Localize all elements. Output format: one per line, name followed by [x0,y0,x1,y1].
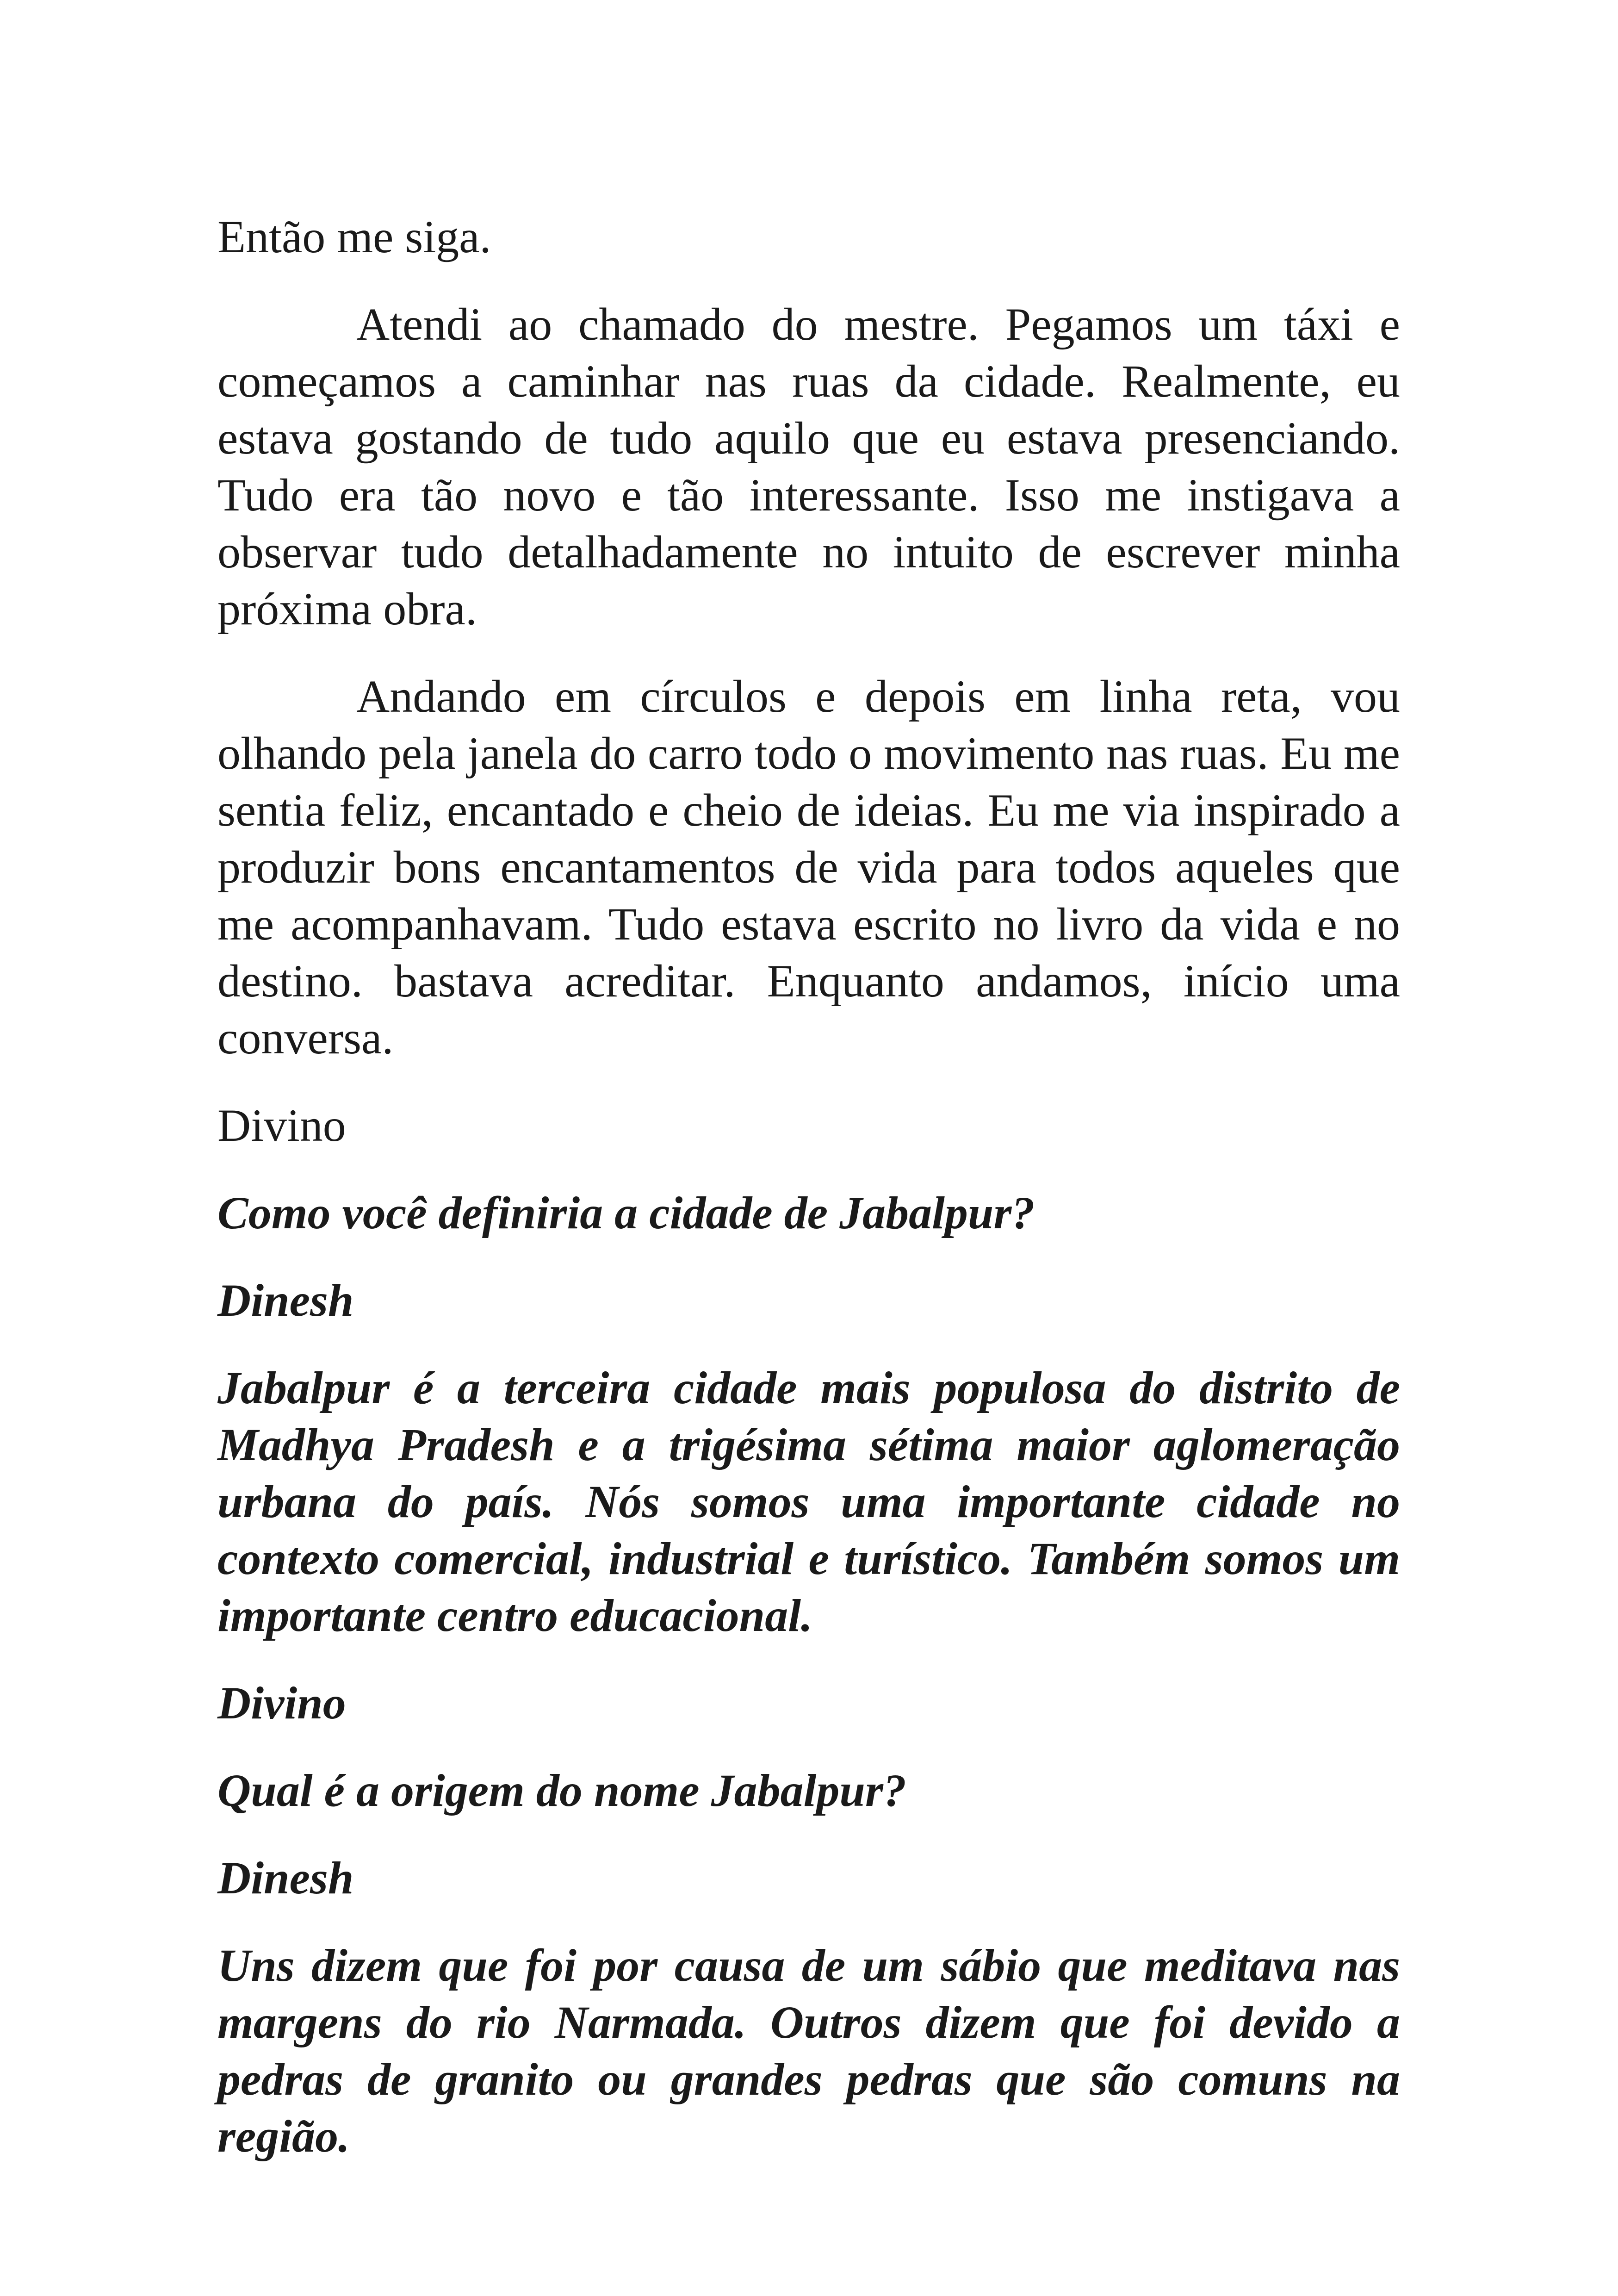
question-define-city: Como você definiria a cidade de Jabalpur? [217,1187,1035,1238]
paragraph-follow-me: Então me siga. [217,211,491,262]
question-name-origin: Qual é a origem do nome Jabalpur? [217,1765,906,1816]
paragraph-narration-streets: Andando em círculos e depois em linha reta, vou olhando pela janela do carro todo o movimento nas ruas. Eu me sentia feliz, encantado e cheio de ideias. Eu me via inspirado a produzir bons encantamentos de vida para todos aqueles que me acompanhavam. Tudo estava escrito no livro da vida e no destino. bastava acreditar. Enquanto andamos, início uma conversa. [217,671,1400,1064]
speaker-label-divino: Divino [217,1100,346,1151]
paragraph-narration-taxi: Atendi ao chamado do mestre. Pegamos um táxi e começamos a caminhar nas ruas da cidade. Realmente, eu estava gostando de tudo aquilo que eu estava presenciando. Tudo era tão novo e tão interessante. Isso me instigava a observar tudo detalhadamente no intuito de escrever minha próxima obra. [217,299,1400,635]
speaker-label-dinesh: Dinesh [217,1275,354,1326]
answer-name-origin: Uns dizem que foi por causa de um sábio que meditava nas margens do rio Narmada. Outros dizem que foi devido a pedras de granito ou grandes pedras que são comuns na região. [217,1940,1400,2162]
speaker-label-divino: Divino [217,1677,346,1729]
page-body [217,208,1400,2195]
answer-city-description: Jabalpur é a terceira cidade mais populosa do distrito de Madhya Pradesh e a trigésima sétima maior aglomeração urbana do país. Nós somos uma importante cidade no contexto comercial, industrial e turístico. Também somos um importante centro educacional. [217,1362,1400,1641]
speaker-label-dinesh: Dinesh [217,1852,354,1904]
